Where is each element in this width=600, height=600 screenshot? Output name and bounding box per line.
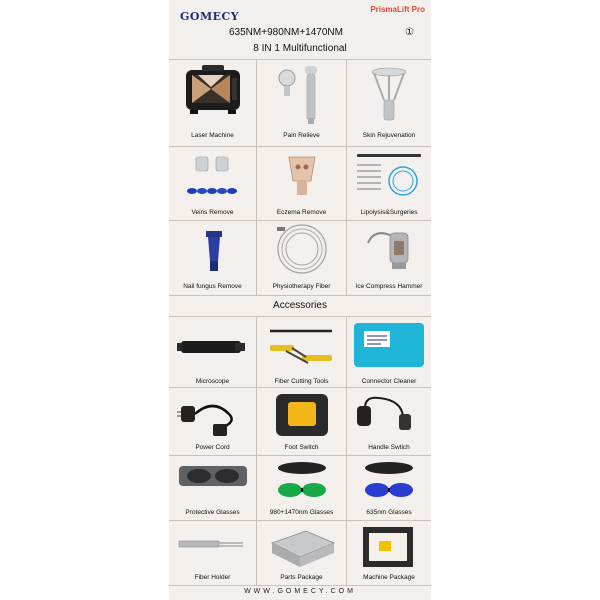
accessory-parts-package [257, 521, 346, 585]
accessory-fiber-holder [169, 521, 256, 585]
accessory-label: Microscope [195, 378, 230, 385]
brand-logo: GOMECY [180, 10, 240, 23]
physiotherapy-fiber-icon [257, 221, 346, 279]
feature-nail-fungus-remove [169, 221, 256, 295]
handle-switch-icon [347, 388, 431, 442]
feature-label: Skin Rejuvenation [362, 132, 416, 139]
skin-rejuvenation-handpiece-icon [347, 60, 431, 126]
lipolysis-fibers-icon [347, 147, 431, 205]
accessory-connector-cleaner [347, 317, 431, 387]
accessory-power-cord [169, 388, 256, 455]
title-wavelengths: 635NM+980NM+1470NM [229, 27, 343, 38]
feature-label: Physiotherapy Fiber [272, 283, 331, 290]
feature-label: Nail fungus Remove [183, 283, 242, 290]
parts-package-icon [257, 521, 346, 571]
pain-relieve-handpiece-icon [257, 60, 346, 126]
accessory-protective-glasses [169, 456, 256, 520]
blue-glasses-icon [347, 456, 431, 506]
accessories-title: Accessories [273, 300, 327, 311]
green-glasses-icon [257, 456, 346, 506]
microscope-icon [169, 317, 256, 371]
divider [169, 295, 431, 296]
product-name: PrismaLift Pro [370, 5, 425, 14]
fiber-holder-icon [169, 521, 256, 571]
accessory-label: Protective Glasses [185, 509, 240, 516]
product-sheet [169, 0, 431, 600]
veins-remove-tips-icon [169, 147, 256, 203]
feature-pain-relieve [257, 60, 346, 146]
feature-ice-compress-hammer [347, 221, 431, 295]
feature-label: Lipolysis&Surgeries [360, 209, 418, 216]
machine-package-icon [347, 521, 431, 571]
accessory-635nm-glasses [347, 456, 431, 520]
accessory-microscope [169, 317, 256, 387]
accessory-machine-package [347, 521, 431, 585]
connector-cleaner-icon [347, 317, 431, 373]
title-multifunctional: 8 IN 1 Multifunctional [253, 43, 347, 54]
accessory-handle-switch [347, 388, 431, 455]
feature-lipolysis-surgeries [347, 147, 431, 220]
laser-machine-icon [169, 60, 256, 122]
feature-laser-machine [169, 60, 256, 146]
fiber-cutting-tools-icon [257, 317, 346, 373]
accessory-label: 980+1470nm Glasses [269, 509, 334, 516]
accessory-label: Handle Swtich [368, 444, 410, 451]
eczema-remove-handpiece-icon [257, 147, 346, 203]
accessory-980-1470nm-glasses [257, 456, 346, 520]
accessory-label: Foot Switch [284, 444, 319, 451]
protective-glasses-icon [169, 456, 256, 504]
accessory-label: Connector Cleaner [361, 378, 417, 385]
accessory-label: Parts Package [280, 574, 323, 581]
feature-label: Eczema Remove [276, 209, 327, 216]
accessory-fiber-cutting-tools [257, 317, 346, 387]
accessory-label: 635nm Glasses [366, 509, 412, 516]
divider [169, 585, 431, 586]
badge-number: ① [405, 27, 414, 38]
accessory-label: Fiber Holder [194, 574, 231, 581]
accessory-label: Machine Package [363, 574, 415, 581]
feature-label: Laser Machine [191, 132, 234, 139]
feature-eczema-remove [257, 147, 346, 220]
foot-switch-icon [257, 388, 346, 442]
feature-veins-remove [169, 147, 256, 220]
website-footer: WWW.GOMECY.COM [244, 588, 356, 595]
nail-fungus-handpiece-icon [169, 221, 256, 277]
ice-compress-hammer-icon [347, 221, 431, 279]
power-cord-icon [169, 388, 256, 442]
accessory-foot-switch [257, 388, 346, 455]
accessory-label: Power Cord [195, 444, 230, 451]
accessory-label: Fiber Cutting Tools [274, 378, 329, 385]
feature-label: Ice Compress Hammer [355, 283, 423, 290]
feature-physiotherapy-fiber [257, 221, 346, 295]
feature-skin-rejuvenation [347, 60, 431, 146]
feature-label: Veins Remove [191, 209, 234, 216]
feature-label: Pain Relieve [283, 132, 320, 139]
